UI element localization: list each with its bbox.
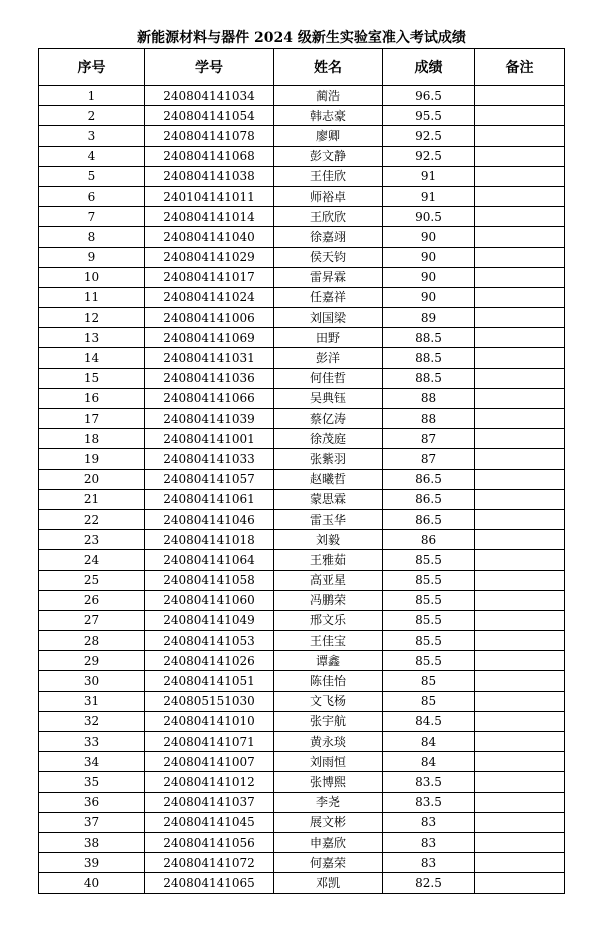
cell-seq: 16 — [39, 388, 145, 408]
cell-seq: 39 — [39, 853, 145, 873]
cell-student-id: 240804141001 — [145, 429, 274, 449]
table-row — [39, 429, 565, 449]
table-row — [39, 530, 565, 550]
cell-remark — [475, 631, 565, 651]
cell-seq: 29 — [39, 651, 145, 671]
cell-remark — [475, 832, 565, 852]
cell-name: 雷玉华 — [274, 509, 383, 529]
cell-remark — [475, 651, 565, 671]
cell-score: 86.5 — [383, 509, 475, 529]
cell-remark — [475, 308, 565, 328]
cell-student-id: 240804141054 — [145, 106, 274, 126]
cell-name: 雷昇霖 — [274, 267, 383, 287]
cell-score: 90 — [383, 287, 475, 307]
cell-score: 86.5 — [383, 469, 475, 489]
cell-remark — [475, 792, 565, 812]
cell-seq: 9 — [39, 247, 145, 267]
table-row — [39, 126, 565, 146]
cell-seq: 12 — [39, 308, 145, 328]
table-row — [39, 631, 565, 651]
cell-remark — [475, 732, 565, 752]
table-row — [39, 792, 565, 812]
cell-student-id: 240804141017 — [145, 267, 274, 287]
cell-name: 王欣欣 — [274, 207, 383, 227]
cell-name: 王雅茹 — [274, 550, 383, 570]
cell-name: 陈佳怡 — [274, 671, 383, 691]
cell-student-id: 240804141006 — [145, 308, 274, 328]
cell-name: 冯鹏荣 — [274, 590, 383, 610]
cell-seq: 36 — [39, 792, 145, 812]
cell-student-id: 240804141071 — [145, 732, 274, 752]
table-row — [39, 247, 565, 267]
cell-seq: 37 — [39, 812, 145, 832]
cell-seq: 10 — [39, 267, 145, 287]
cell-student-id: 240804141065 — [145, 873, 274, 893]
table-row — [39, 570, 565, 590]
table-row — [39, 328, 565, 348]
cell-student-id: 240804141057 — [145, 469, 274, 489]
score-table — [38, 48, 565, 894]
cell-score: 85.5 — [383, 590, 475, 610]
cell-seq: 23 — [39, 530, 145, 550]
cell-score: 96.5 — [383, 86, 475, 106]
cell-student-id: 240804141024 — [145, 287, 274, 307]
cell-name: 何嘉荣 — [274, 853, 383, 873]
cell-seq: 17 — [39, 409, 145, 429]
cell-remark — [475, 772, 565, 792]
cell-name: 刘毅 — [274, 530, 383, 550]
cell-remark — [475, 186, 565, 206]
cell-score: 91 — [383, 166, 475, 186]
cell-seq: 33 — [39, 732, 145, 752]
cell-score: 88 — [383, 409, 475, 429]
table-row — [39, 853, 565, 873]
cell-remark — [475, 146, 565, 166]
cell-seq: 7 — [39, 207, 145, 227]
cell-seq: 28 — [39, 631, 145, 651]
table-row — [39, 752, 565, 772]
cell-name: 徐茂庭 — [274, 429, 383, 449]
table-row — [39, 651, 565, 671]
cell-name: 刘雨恒 — [274, 752, 383, 772]
cell-name: 张紫羽 — [274, 449, 383, 469]
cell-remark — [475, 207, 565, 227]
cell-student-id: 240804141012 — [145, 772, 274, 792]
document-title: 新能源材料与器件 2024 级新生实验室准入考试成绩 — [137, 30, 466, 46]
cell-student-id: 240804141072 — [145, 853, 274, 873]
cell-seq: 30 — [39, 671, 145, 691]
cell-remark — [475, 348, 565, 368]
cell-seq: 2 — [39, 106, 145, 126]
table-row — [39, 671, 565, 691]
cell-remark — [475, 550, 565, 570]
cell-score: 83 — [383, 832, 475, 852]
cell-seq: 3 — [39, 126, 145, 146]
table-row — [39, 873, 565, 893]
cell-name: 张宇航 — [274, 711, 383, 731]
cell-remark — [475, 610, 565, 630]
cell-name: 文飞杨 — [274, 691, 383, 711]
table-row — [39, 590, 565, 610]
cell-student-id: 240804141031 — [145, 348, 274, 368]
cell-remark — [475, 86, 565, 106]
cell-student-id: 240805151030 — [145, 691, 274, 711]
cell-student-id: 240804141038 — [145, 166, 274, 186]
cell-seq: 22 — [39, 509, 145, 529]
table-row — [39, 812, 565, 832]
cell-remark — [475, 509, 565, 529]
cell-remark — [475, 530, 565, 550]
cell-name: 徐嘉翊 — [274, 227, 383, 247]
cell-name: 谭鑫 — [274, 651, 383, 671]
cell-score: 83 — [383, 853, 475, 873]
cell-seq: 15 — [39, 368, 145, 388]
cell-student-id: 240804141026 — [145, 651, 274, 671]
cell-student-id: 240804141036 — [145, 368, 274, 388]
cell-seq: 19 — [39, 449, 145, 469]
cell-name: 高亚星 — [274, 570, 383, 590]
cell-remark — [475, 469, 565, 489]
cell-seq: 34 — [39, 752, 145, 772]
table-header — [39, 49, 565, 86]
cell-student-id: 240804141049 — [145, 610, 274, 630]
cell-name: 韩志豪 — [274, 106, 383, 126]
cell-student-id: 240804141014 — [145, 207, 274, 227]
header-score: 成绩 — [383, 49, 475, 86]
cell-remark — [475, 752, 565, 772]
header-seq: 序号 — [39, 49, 145, 86]
cell-score: 89 — [383, 308, 475, 328]
table-row — [39, 227, 565, 247]
cell-student-id: 240804141039 — [145, 409, 274, 429]
cell-remark — [475, 449, 565, 469]
cell-score: 82.5 — [383, 873, 475, 893]
cell-score: 85.5 — [383, 570, 475, 590]
cell-name: 蔡亿涛 — [274, 409, 383, 429]
cell-remark — [475, 328, 565, 348]
header-remark: 备注 — [475, 49, 565, 86]
table-body — [39, 86, 565, 894]
cell-score: 87 — [383, 429, 475, 449]
cell-remark — [475, 429, 565, 449]
table-row — [39, 106, 565, 126]
cell-score: 84.5 — [383, 711, 475, 731]
cell-seq: 20 — [39, 469, 145, 489]
cell-remark — [475, 812, 565, 832]
cell-score: 85.5 — [383, 631, 475, 651]
cell-student-id: 240804141040 — [145, 227, 274, 247]
cell-seq: 8 — [39, 227, 145, 247]
cell-score: 85.5 — [383, 651, 475, 671]
cell-student-id: 240804141051 — [145, 671, 274, 691]
table-row — [39, 449, 565, 469]
cell-name: 吴典钰 — [274, 388, 383, 408]
cell-remark — [475, 388, 565, 408]
table-row — [39, 550, 565, 570]
cell-seq: 14 — [39, 348, 145, 368]
cell-name: 刘国梁 — [274, 308, 383, 328]
cell-name: 蒙思霖 — [274, 489, 383, 509]
header-row — [39, 49, 565, 86]
cell-seq: 11 — [39, 287, 145, 307]
cell-name: 展文彬 — [274, 812, 383, 832]
table-row — [39, 287, 565, 307]
cell-name: 彭文静 — [274, 146, 383, 166]
cell-student-id: 240804141010 — [145, 711, 274, 731]
cell-student-id: 240804141066 — [145, 388, 274, 408]
cell-name: 王佳欣 — [274, 166, 383, 186]
cell-seq: 1 — [39, 86, 145, 106]
cell-remark — [475, 247, 565, 267]
header-student-id: 学号 — [145, 49, 274, 86]
table-row — [39, 207, 565, 227]
cell-seq: 18 — [39, 429, 145, 449]
table-row — [39, 509, 565, 529]
cell-student-id: 240804141056 — [145, 832, 274, 852]
cell-score: 83.5 — [383, 772, 475, 792]
cell-score: 86 — [383, 530, 475, 550]
cell-student-id: 240804141078 — [145, 126, 274, 146]
cell-student-id: 240804141053 — [145, 631, 274, 651]
cell-remark — [475, 368, 565, 388]
cell-seq: 4 — [39, 146, 145, 166]
cell-name: 邓凯 — [274, 873, 383, 893]
table-row — [39, 691, 565, 711]
cell-seq: 24 — [39, 550, 145, 570]
cell-remark — [475, 873, 565, 893]
cell-name: 侯天钧 — [274, 247, 383, 267]
table-row — [39, 469, 565, 489]
table-row — [39, 489, 565, 509]
cell-student-id: 240804141018 — [145, 530, 274, 550]
cell-score: 90 — [383, 267, 475, 287]
table-row — [39, 610, 565, 630]
cell-remark — [475, 126, 565, 146]
cell-student-id: 240804141029 — [145, 247, 274, 267]
cell-score: 85.5 — [383, 610, 475, 630]
cell-name: 师裕卓 — [274, 186, 383, 206]
cell-remark — [475, 106, 565, 126]
cell-seq: 6 — [39, 186, 145, 206]
cell-score: 95.5 — [383, 106, 475, 126]
cell-seq: 40 — [39, 873, 145, 893]
cell-remark — [475, 590, 565, 610]
cell-name: 彭洋 — [274, 348, 383, 368]
cell-score: 84 — [383, 732, 475, 752]
cell-name: 王佳宝 — [274, 631, 383, 651]
cell-remark — [475, 853, 565, 873]
cell-student-id: 240804141069 — [145, 328, 274, 348]
cell-remark — [475, 227, 565, 247]
cell-remark — [475, 267, 565, 287]
cell-name: 任嘉祥 — [274, 287, 383, 307]
cell-name: 邢文乐 — [274, 610, 383, 630]
cell-name: 何佳哲 — [274, 368, 383, 388]
table-row — [39, 348, 565, 368]
table-row — [39, 711, 565, 731]
cell-student-id: 240804141045 — [145, 812, 274, 832]
cell-seq: 13 — [39, 328, 145, 348]
cell-seq: 31 — [39, 691, 145, 711]
cell-score: 90.5 — [383, 207, 475, 227]
cell-seq: 38 — [39, 832, 145, 852]
cell-student-id: 240804141061 — [145, 489, 274, 509]
cell-student-id: 240804141034 — [145, 86, 274, 106]
cell-score: 90 — [383, 227, 475, 247]
cell-remark — [475, 691, 565, 711]
cell-score: 87 — [383, 449, 475, 469]
table-row — [39, 308, 565, 328]
cell-remark — [475, 671, 565, 691]
cell-score: 85 — [383, 671, 475, 691]
table-row — [39, 388, 565, 408]
cell-score: 88.5 — [383, 348, 475, 368]
cell-name: 申嘉欣 — [274, 832, 383, 852]
table-row — [39, 409, 565, 429]
cell-name: 张博熙 — [274, 772, 383, 792]
cell-name: 廖卿 — [274, 126, 383, 146]
header-name: 姓名 — [274, 49, 383, 86]
table-row — [39, 86, 565, 106]
cell-student-id: 240804141037 — [145, 792, 274, 812]
table-row — [39, 368, 565, 388]
cell-score: 85 — [383, 691, 475, 711]
cell-score: 90 — [383, 247, 475, 267]
cell-remark — [475, 570, 565, 590]
cell-score: 92.5 — [383, 126, 475, 146]
cell-student-id: 240804141046 — [145, 509, 274, 529]
cell-student-id: 240804141064 — [145, 550, 274, 570]
cell-remark — [475, 409, 565, 429]
cell-score: 88.5 — [383, 368, 475, 388]
cell-score: 88.5 — [383, 328, 475, 348]
cell-student-id: 240804141007 — [145, 752, 274, 772]
cell-student-id: 240804141068 — [145, 146, 274, 166]
cell-student-id: 240804141033 — [145, 449, 274, 469]
table-row — [39, 166, 565, 186]
cell-score: 84 — [383, 752, 475, 772]
cell-score: 85.5 — [383, 550, 475, 570]
cell-name: 田野 — [274, 328, 383, 348]
cell-score: 83.5 — [383, 792, 475, 812]
cell-seq: 5 — [39, 166, 145, 186]
cell-seq: 21 — [39, 489, 145, 509]
table-row — [39, 732, 565, 752]
cell-student-id: 240104141011 — [145, 186, 274, 206]
cell-seq: 35 — [39, 772, 145, 792]
cell-remark — [475, 711, 565, 731]
cell-seq: 26 — [39, 590, 145, 610]
cell-name: 李尧 — [274, 792, 383, 812]
cell-seq: 32 — [39, 711, 145, 731]
cell-remark — [475, 166, 565, 186]
cell-remark — [475, 287, 565, 307]
table-row — [39, 772, 565, 792]
cell-seq: 25 — [39, 570, 145, 590]
cell-score: 92.5 — [383, 146, 475, 166]
cell-score: 83 — [383, 812, 475, 832]
cell-name: 黄永琰 — [274, 732, 383, 752]
cell-name: 赵曦哲 — [274, 469, 383, 489]
cell-student-id: 240804141058 — [145, 570, 274, 590]
cell-score: 91 — [383, 186, 475, 206]
table-row — [39, 146, 565, 166]
table-row — [39, 267, 565, 287]
cell-seq: 27 — [39, 610, 145, 630]
cell-name: 蔺浩 — [274, 86, 383, 106]
cell-score: 86.5 — [383, 489, 475, 509]
cell-score: 88 — [383, 388, 475, 408]
cell-student-id: 240804141060 — [145, 590, 274, 610]
cell-remark — [475, 489, 565, 509]
table-row — [39, 832, 565, 852]
table-row — [39, 186, 565, 206]
